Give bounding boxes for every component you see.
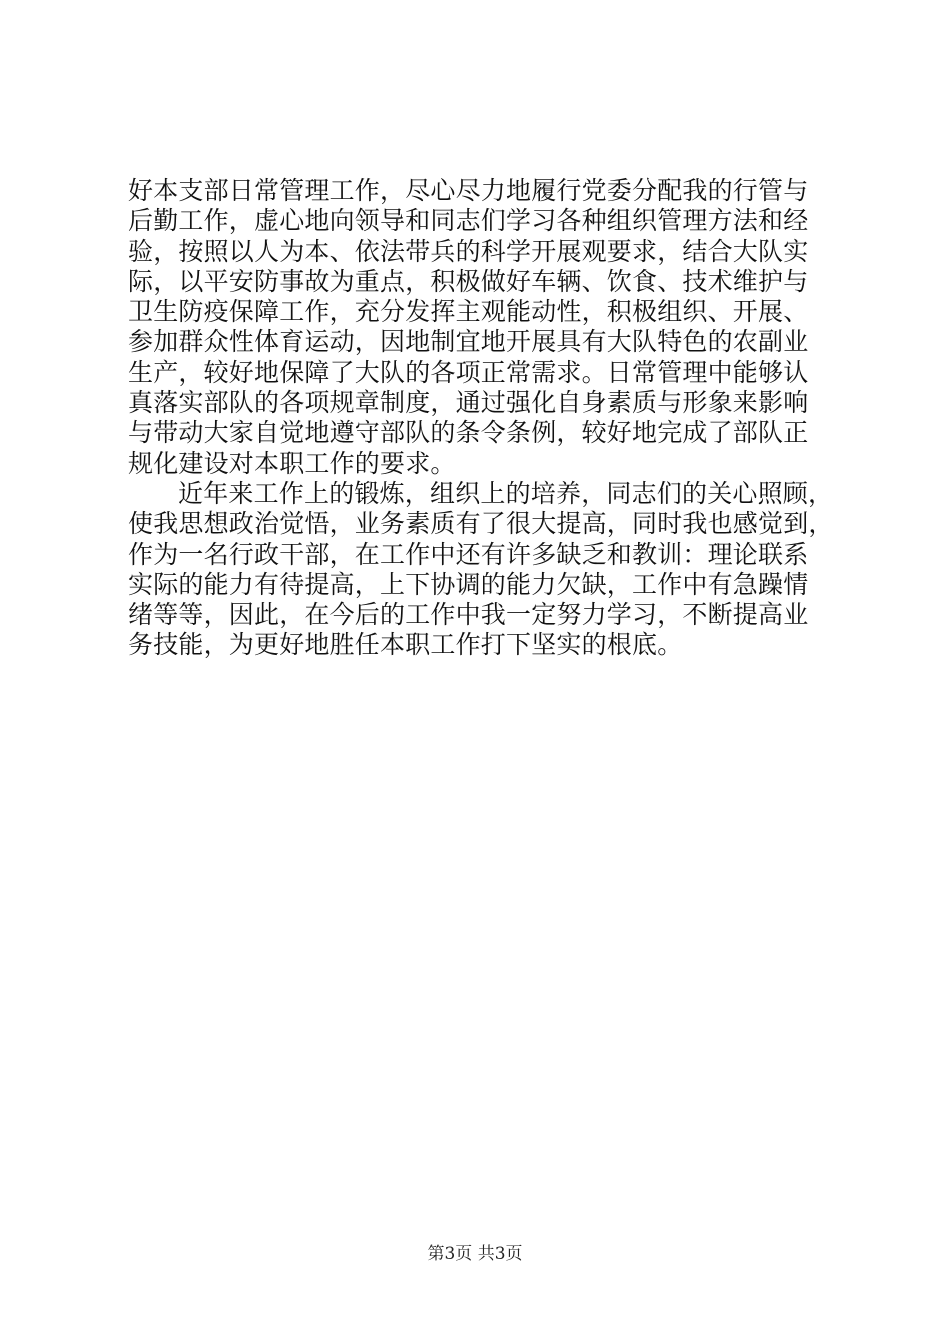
- paragraph-1-line: 卫生防疫保障工作，充分发挥主观能动性，积极组织、开展、: [128, 297, 809, 327]
- paragraph-1-line: 参加群众性体育运动，因地制宜地开展具有大队特色的农副业: [128, 327, 809, 357]
- paragraph-1-line: 验，按照以人为本、依法带兵的科学开展观要求，结合大队实: [128, 236, 809, 266]
- paragraph-1-line: 真落实部队的各项规章制度，通过强化自身素质与形象来影响: [128, 388, 809, 418]
- document-body: [128, 176, 834, 661]
- paragraph-1-line: 好本支部日常管理工作，尽心尽力地履行党委分配我的行管与: [128, 176, 809, 205]
- paragraph-2-line: 实际的能力有待提高，上下协调的能力欠缺，工作中有急躁情: [128, 569, 809, 599]
- paragraph-2-line: 绪等等，因此，在今后的工作中我一定努力学习，不断提高业: [128, 600, 809, 630]
- paragraph-2-line: 务技能，为更好地胜任本职工作打下坚实的根底。: [128, 630, 683, 660]
- page-number-footer: 第3页 共3页: [427, 1244, 523, 1264]
- paragraph-1-line: 生产，较好地保障了大队的各项正常需求。日常管理中能够认: [128, 357, 809, 387]
- paragraph-2-line: 近年来工作上的锻炼，组织上的培养，同志们的关心照顾，: [178, 478, 834, 508]
- paragraph-1-line: 际，以平安防事故为重点，积极做好车辆、饮食、技术维护与: [128, 266, 809, 296]
- paragraph-2-line: 使我思想政治觉悟，业务素质有了很大提高，同时我也感觉到，: [128, 509, 834, 539]
- paragraph-1-line: 规化建设对本职工作的要求。: [128, 448, 456, 478]
- paragraph-1-line: 与带动大家自觉地遵守部队的条令条例，较好地完成了部队正: [128, 418, 809, 448]
- paragraph-2-line: 作为一名行政干部，在工作中还有许多缺乏和教训：理论联系: [128, 539, 809, 569]
- paragraph-1-line: 后勤工作，虚心地向领导和同志们学习各种组织管理方法和经: [128, 206, 809, 236]
